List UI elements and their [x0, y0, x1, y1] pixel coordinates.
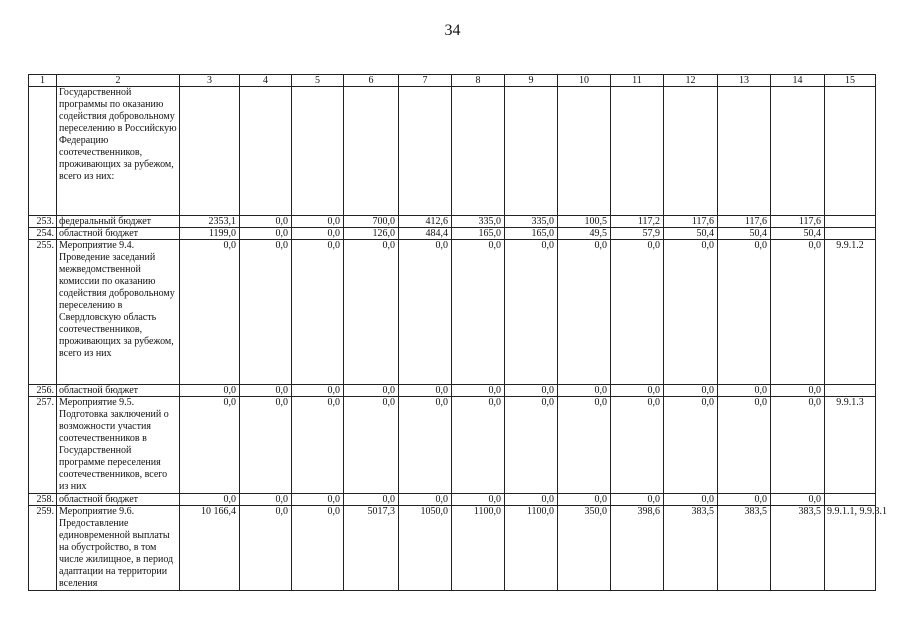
row-number: 259.	[29, 506, 57, 591]
column-header: 2	[57, 75, 180, 87]
value-cell: 0,0	[505, 494, 558, 506]
table-row	[29, 216, 876, 228]
value-cell: 0,0	[452, 397, 505, 494]
column-header: 6	[344, 75, 399, 87]
value-cell: 0,0	[664, 494, 718, 506]
value-cell: 165,0	[505, 228, 558, 240]
value-cell: 117,6	[664, 216, 718, 228]
column-header: 5	[292, 75, 344, 87]
value-cell: 0,0	[240, 216, 292, 228]
value-cell: 0,0	[771, 385, 825, 397]
value-cell: 0,0	[718, 385, 771, 397]
column-header: 7	[399, 75, 452, 87]
row-number: 257.	[29, 397, 57, 494]
row-name: областной бюджет	[57, 228, 180, 240]
value-cell	[611, 87, 664, 216]
value-cell: 5017,3	[344, 506, 399, 591]
value-cell: 0,0	[344, 240, 399, 385]
column-header: 12	[664, 75, 718, 87]
value-cell: 0,0	[399, 494, 452, 506]
value-cell: 335,0	[505, 216, 558, 228]
row-number	[29, 87, 57, 216]
value-cell: 350,0	[558, 506, 611, 591]
value-cell: 0,0	[771, 494, 825, 506]
value-cell: 0,0	[344, 494, 399, 506]
value-cell: 0,0	[452, 240, 505, 385]
value-cell: 0,0	[505, 240, 558, 385]
value-cell: 0,0	[292, 397, 344, 494]
table-row	[29, 506, 876, 591]
column-header: 15	[825, 75, 876, 87]
value-cell: 117,6	[771, 216, 825, 228]
value-cell: 0,0	[505, 397, 558, 494]
column-header: 14	[771, 75, 825, 87]
value-cell: 412,6	[399, 216, 452, 228]
target-code	[825, 216, 876, 228]
value-cell: 1199,0	[180, 228, 240, 240]
value-cell: 50,4	[664, 228, 718, 240]
page-number: 34	[444, 22, 461, 39]
value-cell: 0,0	[399, 397, 452, 494]
value-cell: 50,4	[718, 228, 771, 240]
value-cell: 0,0	[292, 240, 344, 385]
budget-table	[28, 74, 887, 591]
value-cell: 126,0	[344, 228, 399, 240]
value-cell	[505, 87, 558, 216]
value-cell	[452, 87, 505, 216]
value-cell: 0,0	[344, 385, 399, 397]
column-header: 3	[180, 75, 240, 87]
column-header: 10	[558, 75, 611, 87]
value-cell: 398,6	[611, 506, 664, 591]
value-cell: 0,0	[180, 385, 240, 397]
row-name: Мероприятие 9.5. Подготовка заключений о возможности участия соотечественников в Государственной программе переселения соотечественников, всего из них	[57, 397, 180, 494]
value-cell: 0,0	[344, 397, 399, 494]
row-number: 255.	[29, 240, 57, 385]
value-cell: 165,0	[452, 228, 505, 240]
value-cell	[771, 87, 825, 216]
value-cell: 0,0	[240, 397, 292, 494]
value-cell: 57,9	[611, 228, 664, 240]
value-cell: 0,0	[771, 397, 825, 494]
value-cell: 0,0	[558, 494, 611, 506]
value-cell	[180, 87, 240, 216]
value-cell: 0,0	[452, 385, 505, 397]
value-cell: 0,0	[558, 397, 611, 494]
value-cell	[240, 87, 292, 216]
value-cell: 383,5	[771, 506, 825, 591]
value-cell: 0,0	[452, 494, 505, 506]
value-cell: 0,0	[240, 506, 292, 591]
table-row	[29, 397, 876, 494]
value-cell: 0,0	[180, 397, 240, 494]
value-cell: 49,5	[558, 228, 611, 240]
value-cell	[664, 87, 718, 216]
table-row	[29, 87, 876, 216]
value-cell: 700,0	[344, 216, 399, 228]
target-code: 9.9.1.1, 9.9.3.1	[825, 506, 876, 591]
value-cell: 0,0	[611, 385, 664, 397]
value-cell: 10 166,4	[180, 506, 240, 591]
row-name: Мероприятие 9.6. Предоставление единовременной выплаты на обустройство, в том числе жилищное, в период адаптации на территории вселения	[57, 506, 180, 591]
value-cell: 0,0	[240, 240, 292, 385]
value-cell: 0,0	[292, 228, 344, 240]
value-cell: 383,5	[664, 506, 718, 591]
value-cell: 0,0	[240, 228, 292, 240]
value-cell: 0,0	[292, 216, 344, 228]
value-cell: 0,0	[180, 494, 240, 506]
value-cell: 117,6	[718, 216, 771, 228]
value-cell: 0,0	[292, 494, 344, 506]
row-number: 253.	[29, 216, 57, 228]
table-row	[29, 228, 876, 240]
value-cell	[399, 87, 452, 216]
column-header: 13	[718, 75, 771, 87]
value-cell: 0,0	[240, 385, 292, 397]
value-cell: 0,0	[180, 240, 240, 385]
target-code	[825, 87, 876, 216]
value-cell: 117,2	[611, 216, 664, 228]
value-cell: 0,0	[664, 385, 718, 397]
value-cell	[718, 87, 771, 216]
row-name: областной бюджет	[57, 385, 180, 397]
value-cell: 2353,1	[180, 216, 240, 228]
value-cell: 0,0	[718, 240, 771, 385]
column-header: 9	[505, 75, 558, 87]
value-cell: 335,0	[452, 216, 505, 228]
row-number: 256.	[29, 385, 57, 397]
target-code	[825, 494, 876, 506]
value-cell: 0,0	[505, 385, 558, 397]
column-header: 8	[452, 75, 505, 87]
target-code	[825, 385, 876, 397]
value-cell	[292, 87, 344, 216]
value-cell: 0,0	[558, 240, 611, 385]
table-body	[29, 75, 887, 591]
value-cell	[344, 87, 399, 216]
value-cell: 0,0	[664, 397, 718, 494]
value-cell: 0,0	[611, 494, 664, 506]
row-number: 254.	[29, 228, 57, 240]
value-cell: 100,5	[558, 216, 611, 228]
value-cell: 383,5	[718, 506, 771, 591]
value-cell: 0,0	[664, 240, 718, 385]
column-header-row	[29, 75, 876, 87]
value-cell: 0,0	[611, 397, 664, 494]
value-cell: 484,4	[399, 228, 452, 240]
table-row	[29, 494, 876, 506]
column-header: 4	[240, 75, 292, 87]
column-header: 11	[611, 75, 664, 87]
value-cell: 0,0	[558, 385, 611, 397]
value-cell: 0,0	[240, 494, 292, 506]
value-cell: 0,0	[771, 240, 825, 385]
value-cell: 0,0	[292, 506, 344, 591]
value-cell: 0,0	[292, 385, 344, 397]
value-cell: 0,0	[718, 397, 771, 494]
target-code	[825, 228, 876, 240]
value-cell: 0,0	[399, 240, 452, 385]
row-name: областной бюджет	[57, 494, 180, 506]
value-cell: 1100,0	[505, 506, 558, 591]
value-cell	[558, 87, 611, 216]
column-header: 1	[29, 75, 57, 87]
row-name: Государственной программы по оказанию содействия добровольному переселению в Российскую Федерацию соотечественников, проживающих за рубежом, всего из них:	[57, 87, 180, 216]
value-cell: 1100,0	[452, 506, 505, 591]
table-row	[29, 240, 876, 385]
row-name: Мероприятие 9.4. Проведение заседаний межведомственной комиссии по оказанию содействия добровольному переселению в Свердловскую область соотечественников, проживающих за рубежом, всего из них	[57, 240, 180, 385]
value-cell: 0,0	[611, 240, 664, 385]
value-cell: 0,0	[399, 385, 452, 397]
row-name: федеральный бюджет	[57, 216, 180, 228]
value-cell: 0,0	[718, 494, 771, 506]
value-cell: 1050,0	[399, 506, 452, 591]
row-number: 258.	[29, 494, 57, 506]
target-code: 9.9.1.3	[825, 397, 876, 494]
value-cell: 50,4	[771, 228, 825, 240]
table-row	[29, 385, 876, 397]
target-code: 9.9.1.2	[825, 240, 876, 385]
